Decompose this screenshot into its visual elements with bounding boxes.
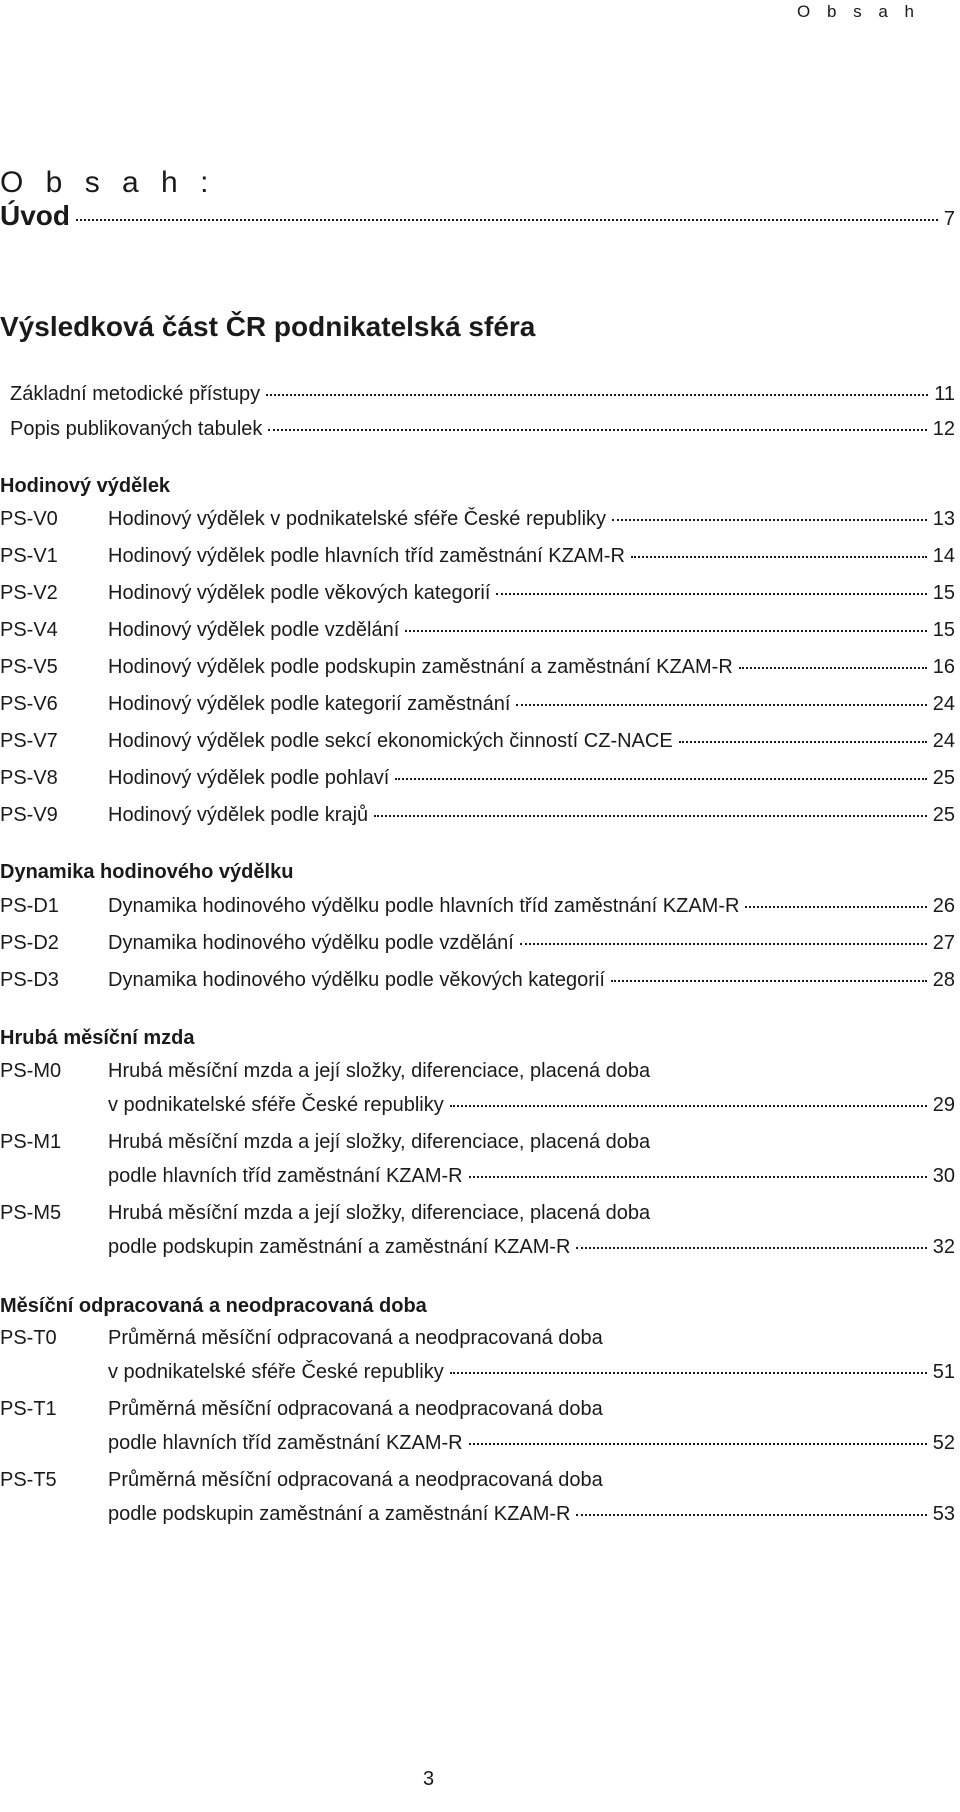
toc-entry[interactable]	[0, 932, 955, 955]
dot-leader	[520, 943, 927, 945]
toc-entry-page: 14	[932, 545, 955, 567]
toc-entry-label: Hrubá měsíční mzda a její složky, diferenciace, placená doba	[108, 1202, 651, 1224]
toc-entry-code: PS-V7	[0, 730, 58, 752]
toc-entry-page: 11	[934, 383, 955, 405]
toc-entry-page: 25	[932, 804, 955, 826]
toc-entry[interactable]	[0, 693, 955, 716]
dot-leader	[739, 667, 927, 669]
toc-entry-page: 15	[932, 619, 955, 641]
toc-entry-page: 7	[943, 208, 955, 230]
dot-leader	[576, 1247, 926, 1249]
toc-entry-page: 28	[932, 969, 955, 991]
toc-entry-page: 24	[932, 693, 955, 715]
toc-entry-label: Hodinový výdělek podle pohlaví	[108, 767, 390, 789]
toc-entry[interactable]	[108, 1503, 955, 1526]
toc-entry[interactable]	[0, 656, 955, 679]
toc-entry-code-row	[0, 1131, 955, 1154]
toc-entry-code: PS-D1	[0, 895, 59, 917]
toc-entry[interactable]	[0, 804, 955, 827]
toc-entry-page: 12	[932, 418, 955, 440]
toc-entry[interactable]	[0, 895, 955, 918]
dot-leader	[745, 906, 926, 908]
toc-entry[interactable]	[0, 582, 955, 605]
toc-entry-label: Hodinový výdělek podle věkových kategorií	[108, 582, 491, 604]
toc-entry-page: 29	[932, 1094, 955, 1116]
toc-entry-basics-1[interactable]	[10, 418, 955, 441]
toc-entry-page: 27	[932, 932, 955, 954]
toc-entry[interactable]	[108, 1432, 955, 1455]
toc-entry-code-row	[0, 1327, 955, 1350]
toc-entry-label: Hrubá měsíční mzda a její složky, diferenciace, placená doba	[108, 1060, 651, 1082]
dot-leader	[395, 778, 926, 780]
toc-entry-code: PS-V4	[0, 619, 58, 641]
toc-entry-code: PS-M0	[0, 1060, 62, 1082]
toc-entry-code-row	[0, 1202, 955, 1225]
toc-entry-label-line2: v podnikatelské sféře České republiky	[108, 1361, 444, 1383]
dot-leader	[405, 630, 926, 632]
group-title: Hodinový výdělek	[0, 475, 171, 497]
toc-entry[interactable]	[0, 508, 955, 531]
toc-entry-code-row	[0, 1398, 955, 1421]
toc-entry-label-line2: podle hlavních tříd zaměstnání KZAM-R	[108, 1165, 463, 1187]
toc-entry-label-line2: v podnikatelské sféře České republiky	[108, 1094, 444, 1116]
dot-leader	[631, 556, 927, 558]
toc-entry-page: 13	[932, 508, 955, 530]
toc-entry-code-row	[0, 1060, 955, 1083]
toc-title: O b s a h :	[0, 166, 216, 199]
toc-entry-page: 51	[932, 1361, 955, 1383]
dot-leader	[576, 1514, 926, 1516]
toc-entry-code: PS-D2	[0, 932, 59, 954]
toc-entry-label: Hodinový výdělek podle sekcí ekonomických činností CZ-NACE	[108, 730, 673, 752]
toc-entry-page: 25	[932, 767, 955, 789]
toc-entry[interactable]	[0, 969, 955, 992]
dot-leader	[268, 429, 926, 431]
toc-entry-page: 26	[932, 895, 955, 917]
toc-entry-code: PS-T1	[0, 1398, 57, 1420]
toc-entry-page: 24	[932, 730, 955, 752]
toc-entry-label: Dynamika hodinového výdělku podle věkových kategorií	[108, 969, 605, 991]
page-number: 3	[423, 1768, 435, 1790]
toc-entry-page: 15	[932, 582, 955, 604]
dot-leader	[516, 704, 926, 706]
running-head: O b s a h	[797, 2, 920, 21]
toc-entry-page: 53	[932, 1503, 955, 1525]
toc-entry-label: Hodinový výdělek podle hlavních tříd zaměstnání KZAM-R	[108, 545, 625, 567]
dot-leader	[266, 394, 928, 396]
toc-entry-code: PS-V0	[0, 508, 58, 530]
toc-entry-label: Hodinový výdělek podle krajů	[108, 804, 369, 826]
toc-entry-code-row	[0, 1469, 955, 1492]
toc-entry-code: PS-M1	[0, 1131, 62, 1153]
toc-entry-code: PS-D3	[0, 969, 59, 991]
toc-entry-label: Hodinový výdělek podle vzdělání	[108, 619, 400, 641]
dot-leader	[450, 1372, 927, 1374]
toc-entry-code: PS-V9	[0, 804, 58, 826]
toc-entry-page: 16	[932, 656, 955, 678]
section-title: Výsledková část ČR podnikatelská sféra	[0, 311, 536, 342]
dot-leader	[76, 219, 938, 221]
toc-entry[interactable]	[0, 619, 955, 642]
toc-entry-code: PS-M5	[0, 1202, 62, 1224]
dot-leader	[612, 519, 927, 521]
toc-entry-code: PS-V6	[0, 693, 58, 715]
dot-leader	[496, 593, 926, 595]
toc-entry[interactable]	[0, 545, 955, 568]
toc-entry-label: Hodinový výdělek podle kategorií zaměstnání	[108, 693, 511, 715]
toc-entry-label: Hodinový výdělek podle podskupin zaměstnání a zaměstnání KZAM-R	[108, 656, 733, 678]
toc-entry-code: PS-T5	[0, 1469, 57, 1491]
toc-entry-page: 30	[932, 1165, 955, 1187]
toc-entry-label-line2: podle podskupin zaměstnání a zaměstnání KZAM-R	[108, 1236, 571, 1258]
group-title: Dynamika hodinového výdělku	[0, 861, 294, 883]
group-title: Hrubá měsíční mzda	[0, 1027, 195, 1049]
toc-entry-code: PS-V8	[0, 767, 58, 789]
toc-entry-label-line2: podle hlavních tříd zaměstnání KZAM-R	[108, 1432, 463, 1454]
toc-entry-intro[interactable]	[0, 200, 955, 232]
dot-leader	[469, 1443, 927, 1445]
toc-entry-label-line2: podle podskupin zaměstnání a zaměstnání KZAM-R	[108, 1503, 571, 1525]
toc-entry-label: Průměrná měsíční odpracovaná a neodpracovaná doba	[108, 1469, 603, 1491]
toc-entry-label: Průměrná měsíční odpracovaná a neodpracovaná doba	[108, 1327, 603, 1349]
toc-entry-code: PS-V1	[0, 545, 58, 567]
toc-entry-label: Hrubá měsíční mzda a její složky, diferenciace, placená doba	[108, 1131, 651, 1153]
toc-entry-label: Úvod	[0, 200, 70, 231]
toc-entry-label: Hodinový výdělek v podnikatelské sféře České republiky	[108, 508, 607, 530]
dot-leader	[679, 741, 927, 743]
toc-entry-label: Dynamika hodinového výdělku podle vzdělání	[108, 932, 514, 954]
toc-entry-code: PS-T0	[0, 1327, 57, 1349]
toc-entry[interactable]	[0, 730, 955, 753]
toc-entry-code: PS-V2	[0, 582, 58, 604]
toc-entry[interactable]	[108, 1361, 955, 1384]
dot-leader	[469, 1176, 927, 1178]
toc-entry[interactable]	[0, 767, 955, 790]
toc-entry-label: Základní metodické přístupy	[10, 383, 261, 405]
toc-entry[interactable]	[108, 1165, 955, 1188]
toc-entry[interactable]	[108, 1094, 955, 1117]
dot-leader	[611, 980, 927, 982]
toc-entry-code: PS-V5	[0, 656, 58, 678]
toc-entry-label: Popis publikovaných tabulek	[10, 418, 263, 440]
toc-entry-basics-0[interactable]	[10, 383, 955, 406]
dot-leader	[374, 815, 927, 817]
toc-entry-page: 32	[932, 1236, 955, 1258]
toc-entry-page: 52	[932, 1432, 955, 1454]
toc-entry[interactable]	[108, 1236, 955, 1259]
toc-entry-label: Průměrná měsíční odpracovaná a neodpracovaná doba	[108, 1398, 603, 1420]
toc-entry-label: Dynamika hodinového výdělku podle hlavních tříd zaměstnání KZAM-R	[108, 895, 740, 917]
dot-leader	[450, 1105, 927, 1107]
group-title: Měsíční odpracovaná a neodpracovaná doba	[0, 1295, 427, 1317]
